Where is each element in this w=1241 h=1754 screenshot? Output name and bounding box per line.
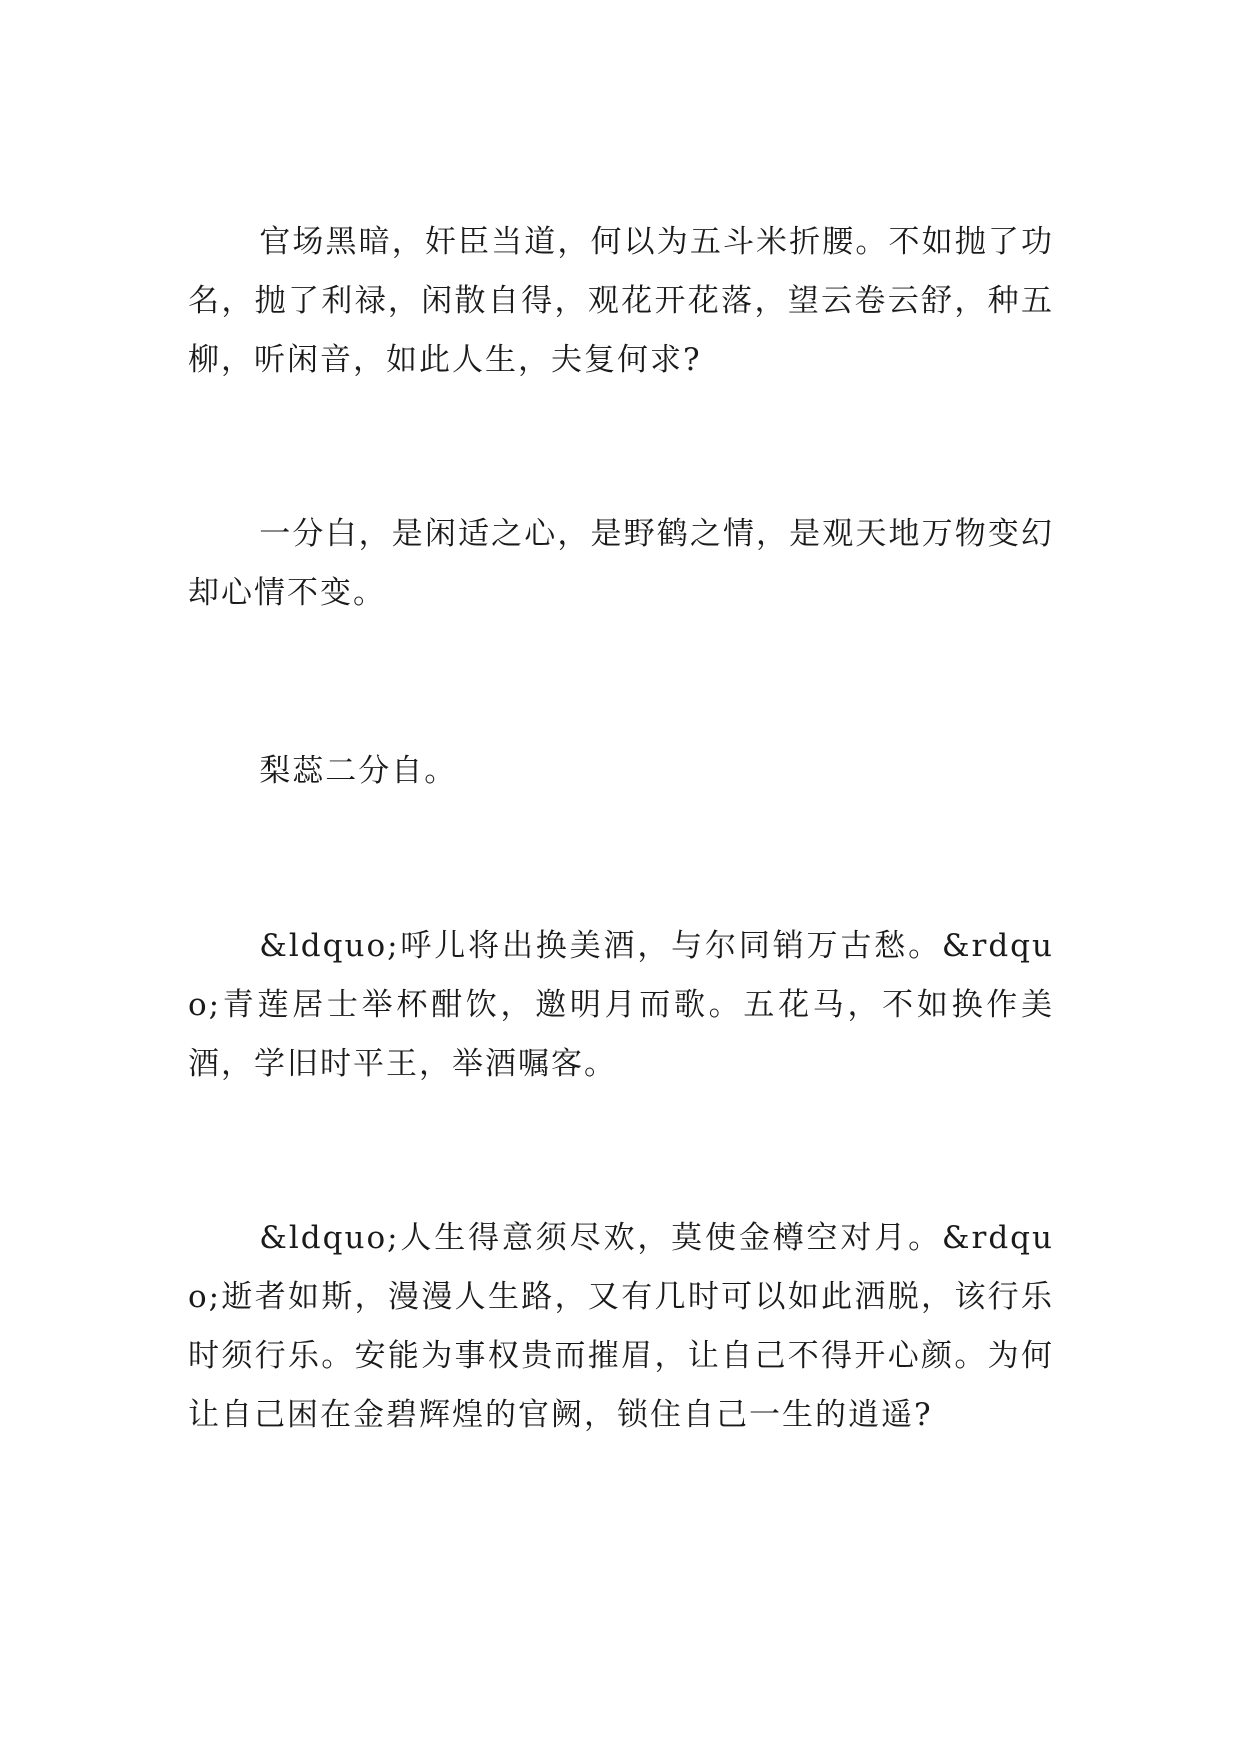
paragraph-2: 一分白，是闲适之心，是野鹤之情，是观天地万物变幻却心情不变。 (188, 516, 1054, 611)
paragraph-4: &ldquo;呼儿将出换美酒，与尔同销万古愁。&rdquo;青莲居士举杯酣饮，邀明月而歌。五花马，不如换作美酒，学旧时平王，举酒嘱客。 (188, 928, 1054, 1082)
paragraph-3: 梨蕊二分自。 (259, 753, 458, 789)
paragraph-1: 官场黑暗，奸臣当道，何以为五斗米折腰。不如抛了功名，抛了利禄，闲散自得，观花开花落，望云卷云舒，种五柳，听闲音，如此人生，夫复何求? (188, 224, 1054, 378)
paragraph-5: &ldquo;人生得意须尽欢，莫使金樽空对月。&rdquo;逝者如斯，漫漫人生路，又有几时可以如此洒脱，该行乐时须行乐。安能为事权贵而摧眉，让自己不得开心颜。为何让自己困在金碧辉煌的官阙，锁住自己一生的逍遥? (188, 1220, 1054, 1433)
